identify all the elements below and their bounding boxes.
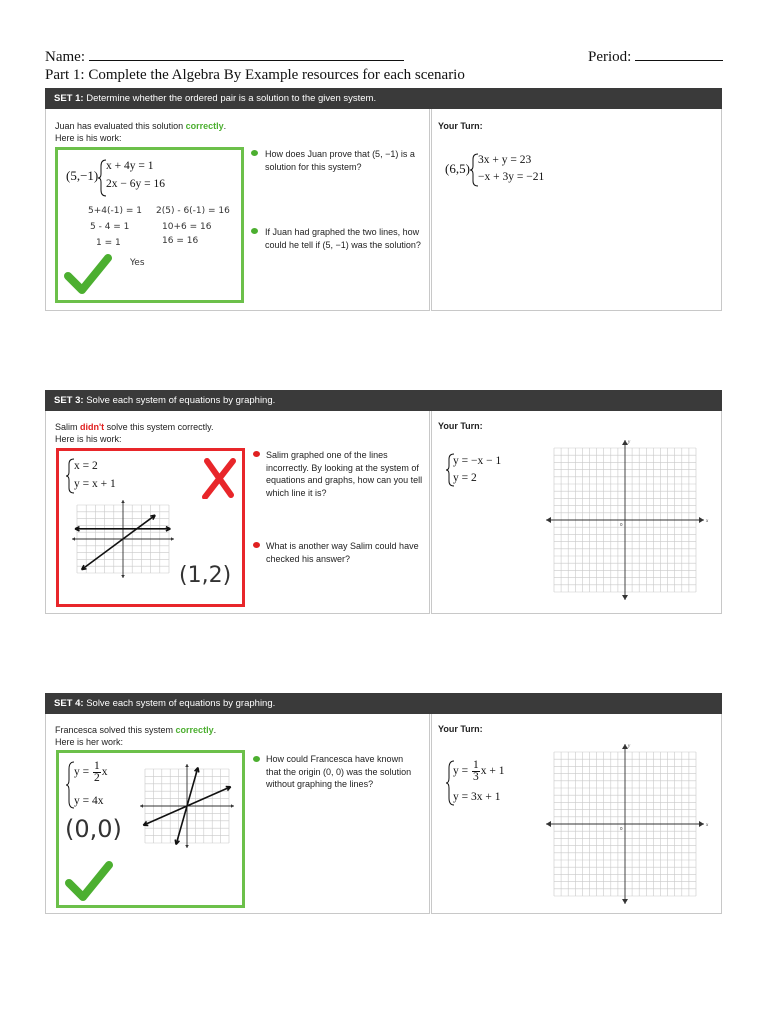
set1-work-box [55, 147, 244, 303]
set4-frac-den: 2 [94, 772, 100, 784]
origin-label: 0 [620, 522, 623, 527]
set1-work-pair: (5,−1) [66, 168, 99, 183]
set1-hand-line2: 5 - 4 = 1 [90, 222, 130, 232]
set3-bar: SET 3: Solve each system of equations by graphing. [45, 390, 722, 411]
y-axis-arrow-icon [121, 500, 125, 503]
set3-work-box [56, 448, 245, 607]
origin-label: 0 [620, 826, 623, 831]
check-mark-icon [64, 254, 112, 296]
part-title: Part 1: Complete the Algebra By Example resources for each scenario [45, 67, 465, 83]
set4-yt-frac-den: 3 [473, 771, 479, 783]
set3-work-graph [63, 491, 183, 587]
set4-work-box [56, 750, 245, 908]
set3-q1-bullet-icon [253, 451, 260, 457]
x-axis-arrow-icon [171, 537, 174, 541]
set1-your-turn: Your Turn: [438, 121, 483, 131]
set1-yt-pair: (6,5) [445, 161, 470, 176]
y-axis-label: y [628, 440, 631, 445]
set3-your-turn: Your Turn: [438, 421, 483, 431]
set1-right-panel [431, 109, 722, 311]
x-axis-arrow-icon [72, 537, 75, 541]
set1-q2-bullet-icon [251, 228, 258, 234]
x-axis-arrow-icon [140, 804, 143, 808]
set4-q1-bullet-icon [253, 756, 260, 762]
set4-work-eq2: y = 4x [74, 795, 104, 807]
set4-question-1: How could Francesca have known that the origin (0, 0) was the solution without graphing the lines? [266, 754, 412, 789]
set1-q1-bullet-icon [251, 150, 258, 156]
set4-intro: Francesca solved this system correctly. Here is her work: [55, 725, 217, 747]
set4-frac-num: 1 [94, 760, 100, 772]
set1-question-1: How does Juan prove that (5, −1) is a solution for this system? [265, 149, 415, 172]
period-label: Period: [588, 46, 723, 66]
y-axis-arrow-icon [121, 575, 125, 578]
set1-intro: Juan has evaluated this solution correctly. Here is his work: [55, 121, 227, 143]
set4-your-turn: Your Turn: [438, 724, 483, 734]
set3-yt-eq1: y = −x − 1 [453, 455, 502, 467]
x-axis-label: x [706, 519, 709, 524]
set1-hand-line3: 1 = 1 [96, 238, 121, 248]
set3-q2-bullet-icon [253, 542, 260, 548]
set3-intro: Salim didn't solve this system correctly. Here is his work: [55, 422, 214, 444]
x-mark-icon [199, 457, 239, 499]
set3-work-eq1: x = 2 [74, 460, 98, 472]
set1-question-2: If Juan had graphed the two lines, how could he tell if (5, −1) was the solution? [265, 227, 421, 250]
set3-question-2: What is another way Salim could have checked his answer? [266, 541, 419, 564]
set1-hand-line6: 16 = 16 [162, 236, 199, 246]
x-axis-arrow-icon [699, 517, 704, 523]
x-axis-arrow-icon [231, 804, 234, 808]
set1-hand-line4: 2(5) - 6(-1) = 16 [156, 206, 230, 216]
set1-hand-line7: Yes [130, 258, 145, 268]
y-axis-arrow-icon [622, 899, 628, 904]
x-axis-arrow-icon [546, 517, 551, 523]
name-field[interactable] [89, 46, 404, 61]
set3-yt-eq2: y = 2 [453, 472, 477, 484]
set3-your-turn-grid[interactable] [540, 434, 710, 606]
x-axis-arrow-icon [699, 821, 704, 827]
set1-bar: SET 1: Determine whether the ordered pair is a solution to the given system. [45, 88, 722, 109]
y-axis-arrow-icon [622, 595, 628, 600]
set4-hand-answer: (0,0) [65, 815, 122, 843]
set1-yt-eq2: −x + 3y = −21 [478, 171, 545, 183]
set3-question-1: Salim graphed one of the lines incorrectly. By looking at the system of equations and graphs, how can you tell which line it is? [266, 450, 423, 498]
set4-work-eq1: y = $\frac{1}{2}$ x [74, 760, 108, 784]
set1-hand-line5: 10+6 = 16 [162, 222, 212, 232]
x-axis-arrow-icon [546, 821, 551, 827]
set1-hand-line1: 5+4(-1) = 1 [88, 206, 142, 216]
y-axis-label: y [628, 744, 631, 749]
set4-yt-eq2: y = 3x + 1 [453, 791, 501, 803]
set4-yt-eq1: y = $\frac{1}{3}$ x + 1 [453, 759, 505, 783]
check-mark-icon [65, 861, 113, 903]
y-axis-arrow-icon [185, 845, 189, 848]
x-axis-label: x [706, 823, 709, 828]
set4-work-graph [133, 757, 241, 855]
set4-yt-frac-num: 1 [473, 759, 479, 771]
set1-work-eq1: x + 4y = 1 [106, 160, 154, 172]
y-axis-arrow-icon [185, 764, 189, 767]
set1-yt-eq1: 3x + y = 23 [478, 154, 532, 166]
set4-your-turn-grid[interactable] [540, 738, 710, 910]
set1-work-eq2: 2x − 6y = 16 [106, 178, 165, 190]
set4-bar: SET 4: Solve each system of equations by graphing. [45, 693, 722, 714]
set3-hand-answer: (1,2) [179, 563, 232, 588]
set3-work-eq2: y = x + 1 [74, 478, 116, 490]
period-field[interactable] [635, 46, 723, 61]
set3-diagonal-line [82, 515, 156, 569]
name-label: Name: [45, 46, 404, 66]
